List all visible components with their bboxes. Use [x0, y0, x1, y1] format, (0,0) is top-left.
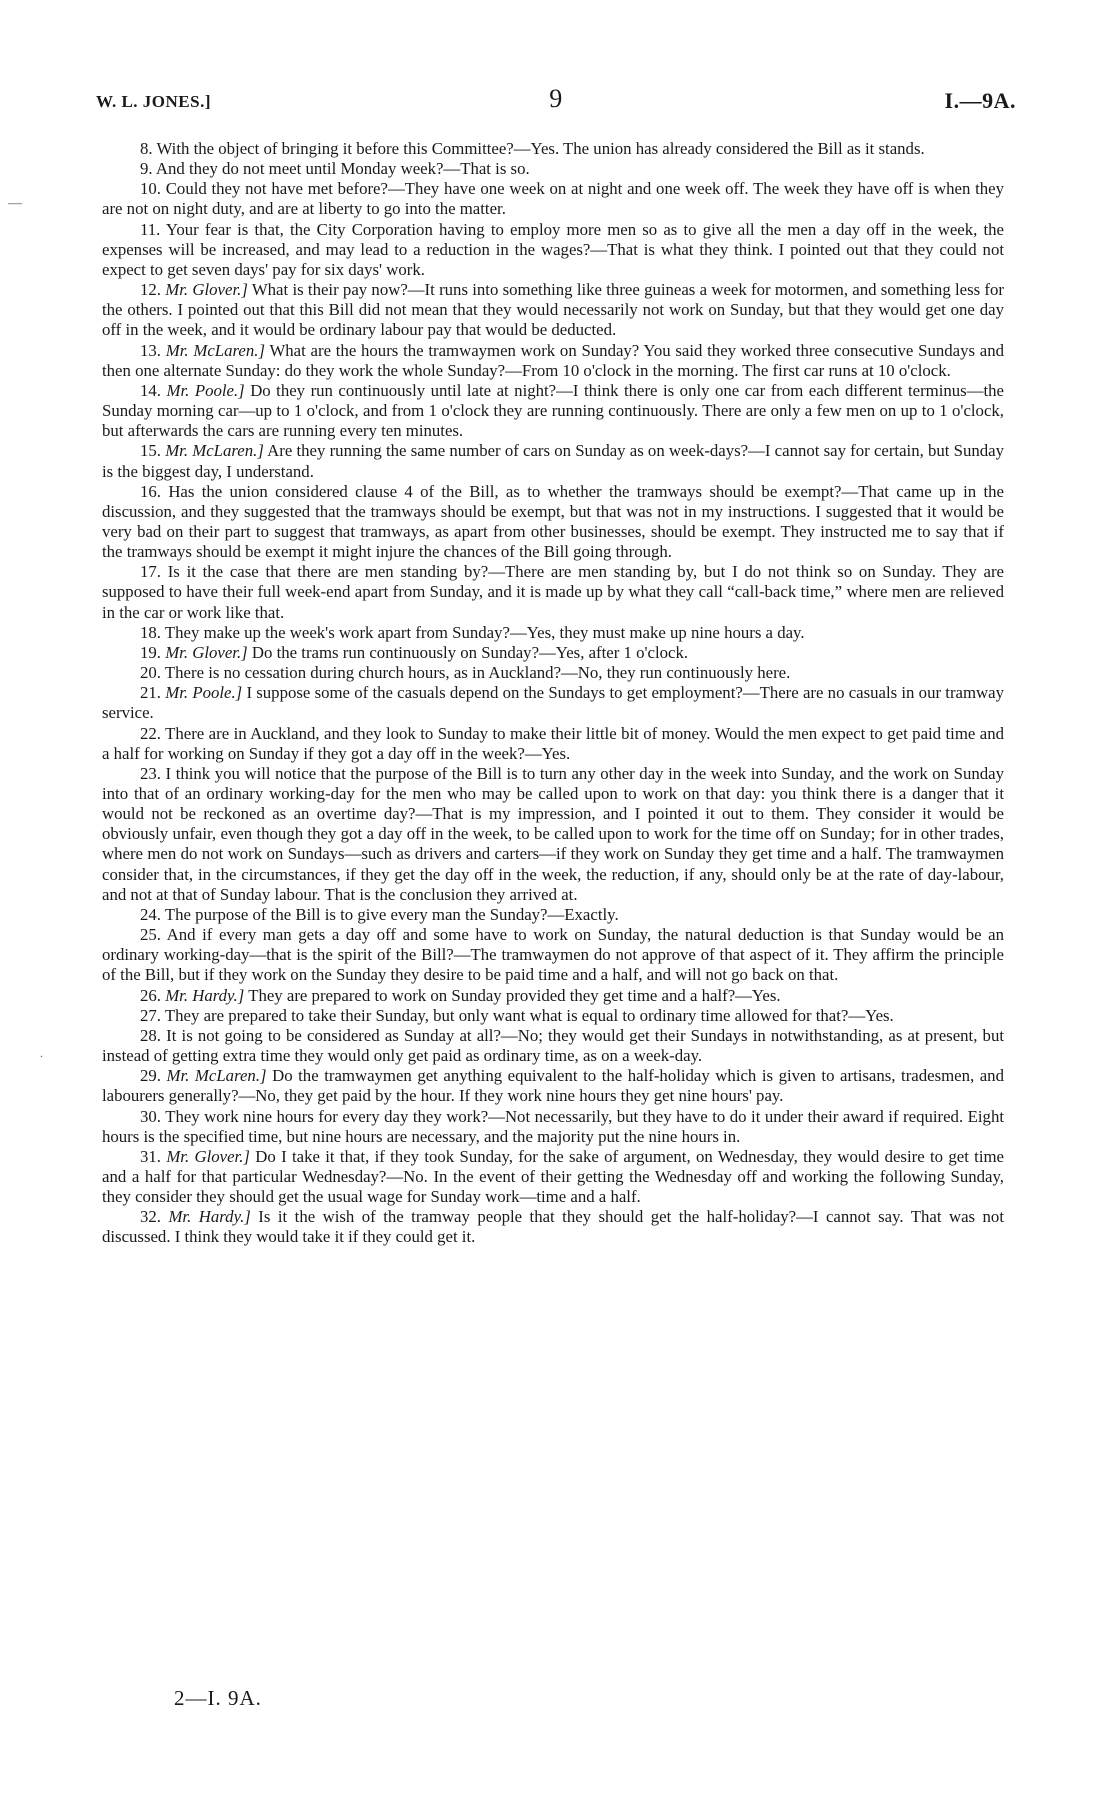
- speaker-name: Mr. Poole.]: [166, 380, 245, 400]
- question-answer-text: Is it the case that there are men standing by?—There are men standing by, but I do not think so on Sunday. They are supposed to have their full week-end apart from Sunday, and it is made up by what they call “call-back time,” where men are relieved in the car or work like that.: [102, 562, 1004, 622]
- question-number: 20.: [140, 663, 161, 683]
- question-paragraph: [102, 179, 1004, 219]
- speaker-name: Mr. Glover.]: [166, 1146, 250, 1166]
- question-number: 26.: [140, 985, 161, 1005]
- question-number: 11.: [140, 219, 161, 239]
- question-paragraph: [102, 623, 1004, 643]
- question-paragraph: [102, 663, 1004, 683]
- question-paragraph: [102, 925, 1004, 985]
- page-number: 9: [549, 84, 563, 113]
- question-number: 27.: [140, 1005, 161, 1025]
- question-paragraph: [102, 1207, 1004, 1247]
- question-answer-text: Is it the wish of the tramway people that they should get the half-holiday?—I cannot say. That was not discussed. I think they would take it if they could get it.: [102, 1207, 1004, 1247]
- margin-dot: .: [40, 1046, 43, 1060]
- question-answer-text: Your fear is that, the City Corporation having to employ more men so as to give all the men a day off in the week, the expenses will be increased, and may lead to a reduction in the wages?—That is what they think. I pointed out that they could not expect to get seven days' pay for six days' work.: [102, 219, 1004, 279]
- question-paragraph: [102, 441, 1004, 481]
- question-number: 23.: [140, 763, 161, 783]
- question-paragraph: [102, 139, 1004, 159]
- question-paragraph: [102, 562, 1004, 622]
- question-answer-text: They are prepared to take their Sunday, but only want what is equal to ordinary time allowed for that?—Yes.: [164, 1005, 894, 1025]
- question-answer-text: Are they running the same number of cars on Sunday as on week-days?—I cannot say for certain, but Sunday is the biggest day, I understand.: [102, 441, 1004, 481]
- question-number: 16.: [140, 481, 161, 501]
- question-answer-text: What are the hours the tramwaymen work on Sunday? You said they worked three consecutive Sundays and then one alternate Sunday: do they work the whole Sunday?—From 10 o'clock in the morning. The first car runs at 10 o'clock.: [102, 340, 1004, 380]
- speaker-name: Mr. Hardy.]: [165, 985, 245, 1005]
- question-answer-text: Do the tramwaymen get anything equivalent to the half-holiday which is given to artisans, tradesmen, and labourers generally?—No, they get paid by the hour. If they work nine hours they get nine hours' pay.: [102, 1066, 1004, 1106]
- margin-dash: —: [8, 196, 22, 211]
- question-answer-text: Has the union considered clause 4 of the Bill, as to whether the tramways should be exempt?—That came up in the discussion, and they suggested that the tramways should be exempt, but that was not in my instructions. I suggested that it would be very bad on their part to suggest that tramways, as apart from other businesses, should be exempt. They instructed me to say that if the tramways should be exempt it might injure the chances of the Bill going through.: [102, 481, 1004, 562]
- question-paragraph: [102, 159, 1004, 179]
- speaker-name: Mr. McLaren.]: [165, 441, 264, 461]
- question-answer-text: There are in Auckland, and they look to Sunday to make their little bit of money. Would the men expect to get paid time and a half for working on Sunday if they got a day off in the week?—Yes.: [102, 723, 1004, 763]
- question-number: 22.: [140, 723, 161, 743]
- evidence-text: [102, 139, 1004, 1248]
- question-number: 10.: [140, 179, 161, 199]
- question-number: 30.: [140, 1106, 161, 1126]
- question-answer-text: There is no cessation during church hours, as in Auckland?—No, they run continuously here.: [164, 663, 791, 683]
- question-answer-text: I suppose some of the casuals depend on the Sundays to get employment?—There are no casuals in our tramway service.: [102, 683, 1004, 723]
- speaker-name: Mr. McLaren.]: [165, 340, 265, 360]
- question-number: 8.: [140, 139, 153, 158]
- question-paragraph: [102, 986, 1004, 1006]
- question-number: 14.: [140, 380, 161, 400]
- question-number: 29.: [140, 1066, 161, 1086]
- question-answer-text: Could they not have met before?—They have one week on at night and one week off. The week they have off is when they are not on night duty, and are at liberty to go into the matter.: [102, 179, 1004, 219]
- question-number: 9.: [140, 159, 153, 179]
- question-answer-text: I think you will notice that the purpose of the Bill is to turn any other day in the week into Sunday, and the work on Sunday into that of an ordinary working-day for the men who may be called upon to work on that day: you think there is a danger that it would not be reckoned as an overtime day?—That is my impression, and I pointed it out to them. They consider it would be obviously unfair, even though they got a day off in the week, to be called upon to work for the time off on Sunday; for in other trades, where men do not work on Sundays—such as drivers and carters—if they work on Sunday they get time and a half. The tramwaymen consider that, in the circumstances, if they get the day off in the week, the reduction, if any, should only be at the rate of day-labour, and not at that of Sunday labour. That is the conclusion they arrived at.: [102, 763, 1004, 904]
- question-number: 17.: [140, 562, 161, 582]
- question-number: 32.: [140, 1207, 161, 1227]
- question-paragraph: [102, 1147, 1004, 1207]
- question-answer-text: With the object of bringing it before this Committee?—Yes. The union has already considered the Bill as it stands.: [156, 139, 925, 158]
- question-paragraph: [102, 482, 1004, 563]
- speaker-name: Mr. Poole.]: [165, 683, 243, 703]
- question-paragraph: [102, 1006, 1004, 1026]
- question-paragraph: [102, 1107, 1004, 1147]
- question-number: 21.: [140, 683, 161, 703]
- question-answer-text: They are prepared to work on Sunday provided they get time and a half?—Yes.: [248, 985, 781, 1005]
- printer-signature: 2—I. 9A.: [174, 1686, 262, 1710]
- question-paragraph: [102, 905, 1004, 925]
- question-answer-text: The purpose of the Bill is to give every man the Sunday?—Exactly.: [164, 904, 619, 924]
- question-paragraph: [102, 220, 1004, 280]
- speaker-name: Mr. McLaren.]: [166, 1066, 267, 1086]
- question-paragraph: [102, 643, 1004, 663]
- question-number: 25.: [140, 925, 161, 945]
- question-number: 31.: [140, 1146, 161, 1166]
- speaker-name: Mr. Glover.]: [165, 642, 248, 662]
- question-paragraph: [102, 683, 1004, 723]
- question-number: 12.: [140, 280, 161, 300]
- question-number: 15.: [140, 441, 161, 461]
- question-paragraph: [102, 764, 1004, 905]
- question-paragraph: [102, 280, 1004, 340]
- question-answer-text: And they do not meet until Monday week?—That is so.: [155, 159, 530, 179]
- question-number: 19.: [140, 642, 161, 662]
- witness-name: W. L. JONES.]: [96, 92, 211, 111]
- question-number: 18.: [140, 622, 161, 642]
- question-answer-text: And if every man gets a day off and some have to work on Sunday, the natural deduction is that Sunday would be an ordinary working-day—that is the spirit of the Bill?—The tramwaymen do not approve of that aspect of it. They affirm the principle of the Bill, but if they work on the Sunday they desire to be paid time and a half, and will not go back on that.: [102, 925, 1004, 985]
- question-paragraph: [102, 1026, 1004, 1066]
- page-header: [96, 84, 1016, 118]
- question-paragraph: [102, 381, 1004, 441]
- question-number: 24.: [140, 904, 161, 924]
- question-number: 13.: [140, 340, 161, 360]
- question-answer-text: Do I take it that, if they took Sunday, for the sake of argument, on Wednesday, they would desire to get time and a half for that particular Wednesday?—No. In the event of their getting the Wednesday off and working the following Sunday, they consider they should get the usual wage for Sunday work—time and a half.: [102, 1146, 1004, 1207]
- speaker-name: Mr. Glover.]: [165, 280, 248, 300]
- document-reference: I.—9A.: [944, 88, 1016, 113]
- question-paragraph: [102, 1066, 1004, 1106]
- question-answer-text: It is not going to be considered as Sunday at all?—No; they would get their Sundays in notwithstanding, as at present, but instead of getting extra time they would only get paid as ordinary time, as on a week-day.: [102, 1025, 1004, 1066]
- speaker-name: Mr. Hardy.]: [168, 1207, 251, 1227]
- question-answer-text: Do they run continuously until late at night?—I think there is only one car from each different terminus—the Sunday morning car—up to 1 o'clock, and from 1 o'clock they are running continuously. There are only a few men on up to 1 o'clock, but afterwards the cars are running every ten minutes.: [102, 380, 1004, 441]
- question-paragraph: [102, 341, 1004, 381]
- question-answer-text: They make up the week's work apart from Sunday?—Yes, they must make up nine hours a day.: [164, 622, 805, 642]
- question-answer-text: They work nine hours for every day they work?—Not necessarily, but they have to do it under their award if required. Eight hours is the specified time, but nine hours are necessary, and the majority put the nine hours in.: [102, 1106, 1004, 1146]
- question-paragraph: [102, 724, 1004, 764]
- question-number: 28.: [140, 1025, 161, 1045]
- question-answer-text: Do the trams run continuously on Sunday?—Yes, after 1 o'clock.: [251, 642, 689, 662]
- question-answer-text: What is their pay now?—It runs into something like three guineas a week for motormen, and something less for the others. I pointed out that this Bill did not mean that they would necessarily not work on Sunday, but that they would get one day off in the week, and it would be ordinary labour pay that would be deducted.: [102, 280, 1004, 340]
